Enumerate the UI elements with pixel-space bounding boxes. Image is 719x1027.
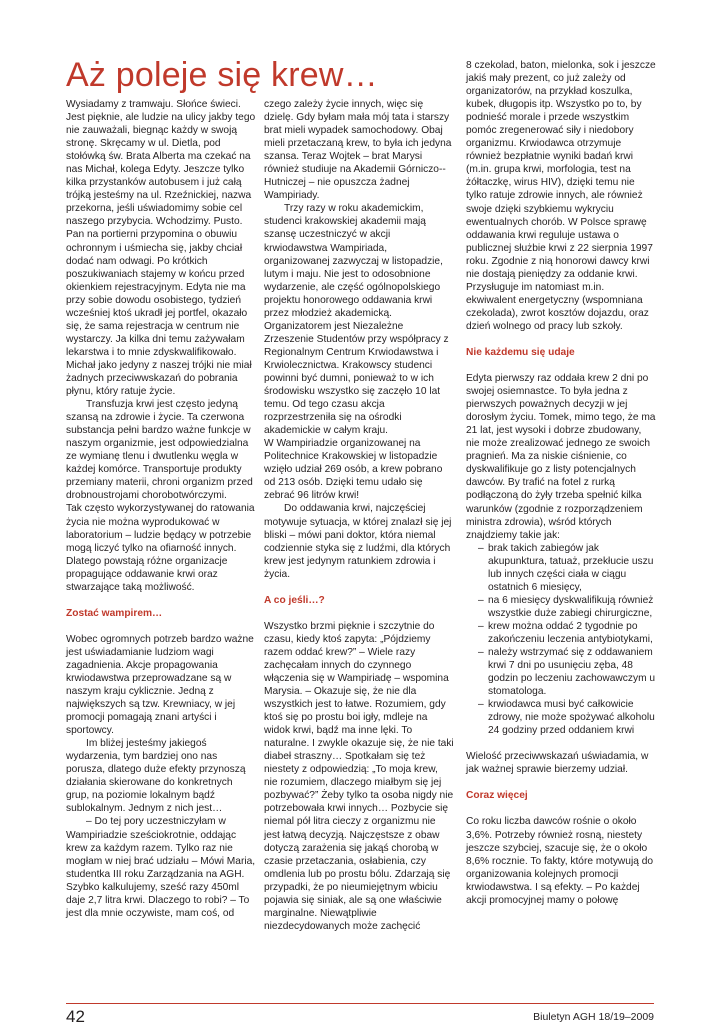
paragraph: Wszystko brzmi pięknie i szczytnie do czasu, kiedy ktoś zapyta: „Pójdziemy razem oddać krew?” – Wiele razy zachęcałam innych do czynnego włączenia się w Wampiriadę – wspomina Marysia. – Okazuje się, że nie dla wszystkich jest to łatwe. Rozumiem, gdy ktoś się po prostu boi igły, mdleje na widok krwi, bądź ma inne lęki. To naturalne. I zwykle okazuje się, że nie taki diabeł straszny… Spotkałam się też niestety z odpowiedzią: „To moja krew, nie rozumiem, dlaczego miałbym się jej pozbywać?” Żeby tylko ta osoba nigdy nie potrzebowała krwi innych… Pozbycie się niemal pół litra cieczy z organizmu nie jest łatwą decyzją. Najczęstsze z obaw dotyczą zarażenia się jakąś chorobą w czasie przetaczania, osłabienia, czy omdlenia lub po prostu bólu. Zdarzają się przypadki, że po nieumiejętnym wbiciu pojawia się siniak, ale są one właściwie marginalne. Niewątpliwie niezdecydowanych może zachęcić: [264, 620, 454, 932]
section-heading: Nie każdemu się udaje: [466, 346, 575, 358]
page-number: 42: [66, 1007, 85, 1026]
list-item: – krwiodawca musi być całkowicie zdrowy, nie może spożywać alkoholu 24 godziny przed oddaniem krwi: [466, 698, 656, 737]
column-2: [264, 98, 454, 933]
paragraph: Im bliżej jesteśmy jakiegoś wydarzenia, tym bardziej ono nas porusza, dlatego duże efekty przynoszą działania skierowane do konkretnych grup, na poziomie lokalnym bądź sublokalnym. Jednym z nich jest…: [66, 738, 246, 815]
publication-name: Biuletyn AGH 18/19–2009: [533, 1011, 654, 1023]
paragraph: – Do tej pory uczestniczyłam w Wampiriadzie sześciokrotnie, oddając krew za każdym razem. Tylko raz nie mogłam w niej brać udziału – Mówi Maria, studentka III roku Zarządzania na AGH. Szybko kalkulujemy, sześć razy 450ml daje 2,7 litra krwi. Dlaczego to robi? – To jest dla mnie oczywiste, mam coś, od: [66, 816, 256, 919]
section-heading: Zostać wampirem…: [66, 607, 163, 619]
list-item: – krew można oddać 2 tygodnie po zakończeniu leczenia antybiotykami,: [466, 620, 656, 646]
paragraph: Transfuzja krwi jest często jedyną szansą na zdrowie i życie. Ta czerwona substancja pełni bardzo ważne funkcje w naszym organizmie, jest odpowiedzialna ze wymianę tlenu i dwutlenku węgla w każdej komórce. Transportuje produkty przemiany materii, chroni organizm przed drobnoustrojami chorobotwórczymi.: [66, 399, 253, 502]
section-heading: A co jeśli…?: [264, 594, 325, 606]
column-1: [66, 98, 256, 920]
list-item: – należy wstrzymać się z oddawaniem krwi 7 dni po usunięciu zęba, 48 godzin po leczeniu zachowawczym u stomatologa.: [466, 646, 656, 698]
paragraph: Co roku liczba dawców rośnie o około 3,6%. Potrzeby również rosną, niestety jeszcze szybciej, szacuje się, że o około 8,6% rocznie. To fakty, które motywują do organizowania kolejnych promocji krwiodawstwa. I są efekty. – Po każdej akcji promocyjnej mamy o połowę: [466, 816, 654, 906]
column-3: [466, 59, 656, 907]
paragraph: czego zależy życie innych, więc się dzielę. Gdy byłam mała mój tata i starszy brat mieli wypadek samochodowy. Obaj mieli przetaczaną krew, to była ich jedyna szansa. Teraz Wojtek – brat Marysi również studiuje na Akademii Górniczo--Hutniczej – nie opuszcza żadnej Wampiriady.: [264, 99, 452, 202]
paragraph: W Wampiriadzie organizowanej na Politechnice Krakowskiej w listopadzie wzięło udział 269 osób, a krew pobrano od 213 osób. Dzięki temu udało się zebrać 96 litrów krwi!: [264, 438, 443, 502]
paragraph: Tak często wykorzystywanej do ratowania życia nie można wyprodukować w laboratorium – ludzie będący w potrzebie mogą liczyć tylko na ofiarność innych. Dlatego powstają różne organizacje propagujące oddawanie krwi oraz stwarzające taką możliwość.: [66, 503, 255, 593]
paragraph: Edyta pierwszy raz oddała krew 2 dni po swojej osiemnastce. To była jedna z pierwszych poważnych decyzji w jej dorosłym życiu. Tomek, mimo tego, że ma 21 lat, jest wysoki i dobrze zbudowany, nie może zrealizować jednego ze swoich pragnień. Ma za niskie ciśnienie, co dyskwalifikuje go z listy potencjalnych dawców. By trafić na fotel z rurką podłączoną do żyły trzeba spełnić kilka warunków (zgodnie z rozporządzeniem ministra zdrowia), wśród których znajdziemy takie jak:: [466, 373, 656, 541]
paragraph: Do oddawania krwi, najczęściej motywuje sytuacja, w której znalazł się jej bliski – mówi pani doktor, która niemal codziennie styka się z ludźmi, dla których krew jest jedynym ratunkiem zdrowia i życia.: [264, 503, 452, 580]
section-heading: Coraz więcej: [466, 790, 528, 802]
paragraph: Wielość przeciwwskazań uświadamia, w jak ważnej sprawie bierzemy udział.: [466, 751, 649, 776]
list-item: – na 6 miesięcy dyskwalifikują również wszystkie duże zabiegi chirurgiczne,: [466, 594, 656, 620]
paragraph: Trzy razy w roku akademickim, studenci krakowskiej akademii mają szansę uczestniczyć w akcji krwiodawstwa Wampiriada, organizowanej zazwyczaj w listopadzie, lutym i maju. Nie jest to odosobnione wydarzenie, ale część ogólnopolskiego projektu honorowego oddawania krwi przez młodzież akademicką. Organizatorem jest Niezależne Zrzeszenie Studentów przy współpracy z Regionalnym Centrum Krwiodawstwa i Krwiolecznictwa. Krakowscy studenci powinni być dumni, ponieważ to w ich środowisku wszystko się zaczęło 10 lat temu. Od tego czasu akcja rozprzestrzeniła się na ośrodki akademickie w całym kraju.: [264, 203, 449, 437]
paragraph: Wysiadamy z tramwaju. Słońce świeci. Jest pięknie, ale ludzie na ulicy jakby tego nie zauważali, biegnąc każdy w swoją stronę. Skręcamy w ul. Dietla, pod stołówką św. Brata Alberta ma czekać na nas Michał, kolega Edyty. Jeszcze tylko kilka przystanków autobusem i już całą trójką jesteśmy na ul. Rzeźnickiej, nazwa przekorna, jeśli uświadomimy sobie cel naszego przybycia. Wchodzimy. Pusto. Pan na portierni przypomina o obuwiu ochronnym i uśmiecha się, jakby chciał dodać nam odwagi. Po krótkich poszukiwaniach stajemy w końcu przed okienkiem rejestracyjnym. Edyta nie ma przy sobie dowodu osobistego, tydzień wcześniej ktoś ukradł jej portfel, okazało się, że sama rejestracja w centrum nie wystarczy. Ja kilka dni temu zażywałam lekarstwa i to mnie zdyskwalifikowało. Michał jako jedyny z naszej trójki nie miał żadnych przeciwwskazań do pobrania płynu, który ratuje życie.: [66, 99, 256, 398]
paragraph: 8 czekolad, baton, mielonka, sok i jeszcze jakiś mały prezent, co już zależy od organizatorów, na przykład koszulka, kubek, długopis itp. Wszystko po to, by podnieść morale i przede wszystkim pomóc zregenerować siły i niedobory organizmu. Krwiodawca otrzymuje również bezpłatnie wyniki badań krwi (m.in. grupa krwi, morfologia, test na żółtaczkę, wirus HIV), dzięki temu nie tylko ratuje zdrowie innych, ale również swoje dzięki szybkiemu wykryciu ewentualnych chorób. W Polsce sprawę oddawania krwi reguluje ustawa o publicznej służbie krwi z 22 sierpnia 1997 roku. Zgodnie z nią honorowi dawcy krwi nie dostają pieniędzy za oddanie krwi. Przysługuje im natomiast m.in. ekwiwalent energetyczny (wspomniana czekolada), zwrot kosztów dojazdu, oraz dzień wolnego od pracy lub szkoły.: [466, 60, 656, 332]
footer-divider: [66, 1003, 654, 1004]
paragraph: Wobec ogromnych potrzeb bardzo ważne jest uświadamianie ludziom wagi zagadnienia. Akcje propagowania krwiodawstwa przeprowadzane są w naszym kraju cyklicznie. Jedną z największych są tzw. Krewniacy, w jej promocji pomagają znani artyści i sportowcy.: [66, 633, 254, 737]
list-item: – brak takich zabiegów jak akupunktura, tatuaż, przekłucie uszu lub innych części ciała w ciągu ostatnich 6 miesięcy,: [466, 542, 656, 594]
article-title: Aż poleje się krew…: [66, 56, 378, 94]
requirements-list: [466, 542, 656, 738]
